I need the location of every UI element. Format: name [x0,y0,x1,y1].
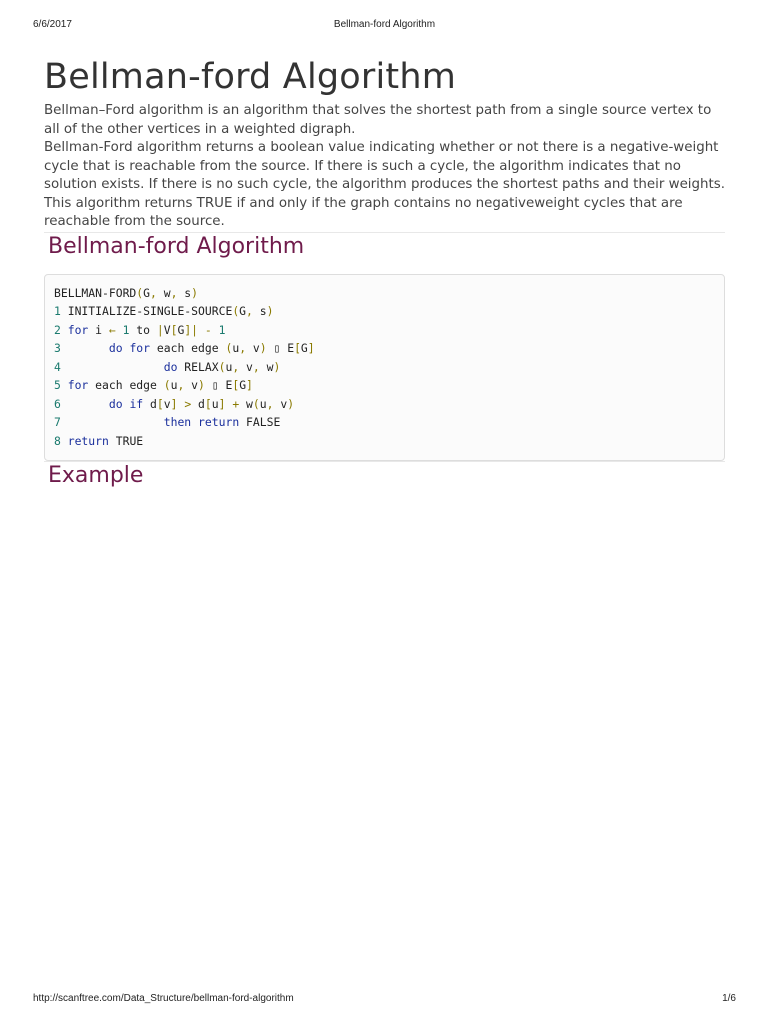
code-token: ▯ E [266,341,295,355]
article [44,52,725,490]
code-token: [ [204,396,212,411]
code-token: , [266,396,274,411]
code-token: ] [246,378,253,392]
code-token [116,323,123,337]
code-token: , [246,304,253,318]
code-token: ( [225,341,233,355]
code-number: 6 [54,396,61,411]
code-number: 4 [54,359,61,374]
code-keyword: do [108,341,123,355]
print-header [33,19,736,31]
code-token: w [156,285,171,300]
code-token: | [156,322,164,337]
code-token: ] [170,396,178,411]
code-token: v [239,359,253,374]
code-token: , [252,359,260,374]
code-token: G [143,285,151,300]
code-token: ] [307,341,315,355]
code-line [54,376,715,395]
code-token [212,323,219,337]
code-token: ( [252,396,260,411]
true-condition-paragraph: This algorithm returns TRUE if and only if the graph contains no negativeweight cycles that are reachable from the source. [44,195,683,229]
code-token: ) [259,341,267,355]
code-token: [ [170,322,178,337]
return-value-paragraph: Bellman-Ford algorithm returns a boolean value indicating whether or not there is a negative-weight cycle that is reachable from the source. If there is such a cycle, the algorithm indicates that no solution exists. If there is no such cycle, the algorithm produces the shortest paths and their weights. [44,140,725,192]
code-token: ) [198,378,205,392]
code-token: ← [108,322,116,337]
code-number: 1 [218,322,226,337]
code-token: , [150,285,157,300]
code-token: i [88,322,109,337]
code-number: 3 [54,341,61,355]
code-token: u [211,396,219,411]
code-token [61,378,68,392]
code-token: > [184,396,192,411]
code-token [198,323,205,337]
code-line [54,358,715,377]
code-line [54,432,715,451]
code-token: u [259,396,267,411]
code-token: , [232,359,240,374]
code-token: ( [163,378,171,392]
code-line [54,321,715,340]
print-title: Bellman-ford Algorithm [333,19,436,30]
code-token: u [170,378,178,392]
code-number: 8 [54,433,61,448]
code-token: s [252,304,267,318]
print-footer [33,993,736,1005]
code-token: each edge [88,378,164,392]
code-number: 1 [122,322,130,337]
code-token: [ [232,378,240,392]
code-line [54,395,715,414]
code-token: ) [287,396,295,411]
code-token: s [177,285,192,300]
code-token: v [273,396,288,411]
code-token: ) [266,304,274,318]
code-token: G [239,304,247,318]
example-section-title: Example [48,463,144,488]
code-token: v [246,341,260,355]
code-token [61,415,164,429]
code-line [54,413,715,432]
code-token: TRUE [108,433,144,448]
algorithm-section-title: Bellman-ford Algorithm [48,233,305,259]
code-token: , [170,285,178,300]
code-token: ▯ E [204,378,233,392]
code-token: V [163,322,171,337]
code-token: G [239,378,247,392]
code-token: ]| [184,322,199,337]
code-token: G [177,322,185,337]
page-number: 1/6 [722,993,736,1004]
code-token: u [225,359,233,374]
code-token: - [204,322,212,337]
code-token: d [143,396,157,411]
code-token [61,341,109,355]
code-token: , [239,341,247,355]
code-keyword: then [163,415,192,429]
code-token [61,360,164,374]
code-token: v [184,378,199,392]
code-token: w [259,359,274,374]
code-token: INITIALIZE-SINGLE-SOURCE [60,304,233,318]
code-line [54,339,715,358]
code-token: u [232,341,240,355]
intro-paragraph: Bellman–Ford algorithm is an algorithm that solves the shortest path from a single source vertex to all of the other vertices in a weighted digraph. [44,103,712,137]
code-token: w [239,396,253,411]
code-number: 5 [54,378,61,392]
code-token: [ [294,341,301,355]
code-keyword: for [67,322,89,337]
code-keyword: return [198,415,240,429]
code-keyword: return [67,433,109,448]
code-token: v [163,396,171,411]
code-number: 7 [54,415,61,429]
code-token: ( [218,359,226,374]
code-number: 1 [54,304,61,318]
code-token: each edge [150,341,226,355]
code-token: BELLMAN-FORD [54,285,137,300]
code-keyword: if [129,396,144,411]
code-keyword: for [129,341,151,355]
code-keyword: for [67,378,89,392]
code-token: ) [273,359,281,374]
code-line [54,284,715,303]
code-token [191,415,198,429]
code-number: 2 [54,322,61,337]
code-token [61,323,68,337]
code-token: d [191,396,205,411]
print-date: 6/6/2017 [33,19,72,30]
code-token [61,397,109,411]
code-token: , [177,378,185,392]
pseudocode-block [44,274,725,462]
code-keyword: do [163,359,178,374]
code-token: G [300,341,308,355]
code-token: ( [232,304,240,318]
code-token: FALSE [239,415,281,429]
code-token [61,434,68,448]
code-token: RELAX [177,359,219,374]
code-token: to [129,322,157,337]
print-url: http://scanftree.com/Data_Structure/bellman-ford-algorithm [33,993,294,1004]
code-token: ) [191,285,199,300]
page-title: Bellman-ford Algorithm [44,57,457,97]
code-token: ] [218,396,226,411]
code-token: + [232,396,240,411]
code-token: ( [136,285,144,300]
code-line [54,302,715,321]
code-token: [ [156,396,164,411]
code-keyword: do [108,396,123,411]
